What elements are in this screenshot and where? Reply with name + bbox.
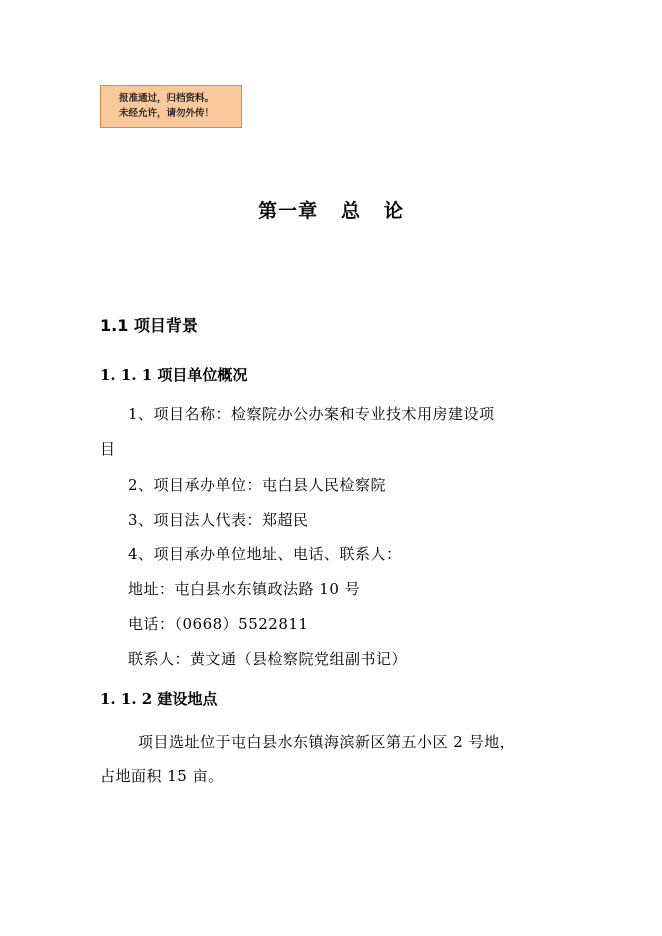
item-project-name-line-1: 1、项目名称：检察院办公办案和专业技术用房建设项 [128,405,495,423]
item-project-undertaker: 2、项目承办单位：屯白县人民检察院 [128,476,387,494]
watermark-line-1: 报准通过，归档资料。 [119,93,215,104]
item-project-name-line-2: 目 [100,440,116,458]
construction-site-line-2: 占地面积 15 亩。 [100,767,224,785]
item-contact-info-heading: 4、项目承办单位地址、电话、联系人： [128,545,402,563]
construction-site-line-1: 项目选址位于屯白县水东镇海滨新区第五小区 2 号地， [138,733,516,751]
watermark-line-2: 未经允许，请勿外传！ [119,108,215,119]
chapter-title: 第一章 总 论 [258,200,404,222]
item-phone: 电话：（0668）5522811 [128,615,309,633]
item-contact-person: 联系人：黄文通（县检察院党组副书记） [128,650,408,668]
item-address: 地址：屯白县水东镇政法路 10 号 [128,580,361,598]
section-heading-1-1: 1.1 项目背景 [100,316,198,335]
watermark-stamp [100,85,242,128]
section-heading-1-1-1: 1. 1. 1 项目单位概况 [100,366,248,384]
section-heading-1-1-2: 1. 1. 2 建设地点 [100,690,218,708]
item-legal-representative: 3、项目法人代表：郑超民 [128,511,309,529]
